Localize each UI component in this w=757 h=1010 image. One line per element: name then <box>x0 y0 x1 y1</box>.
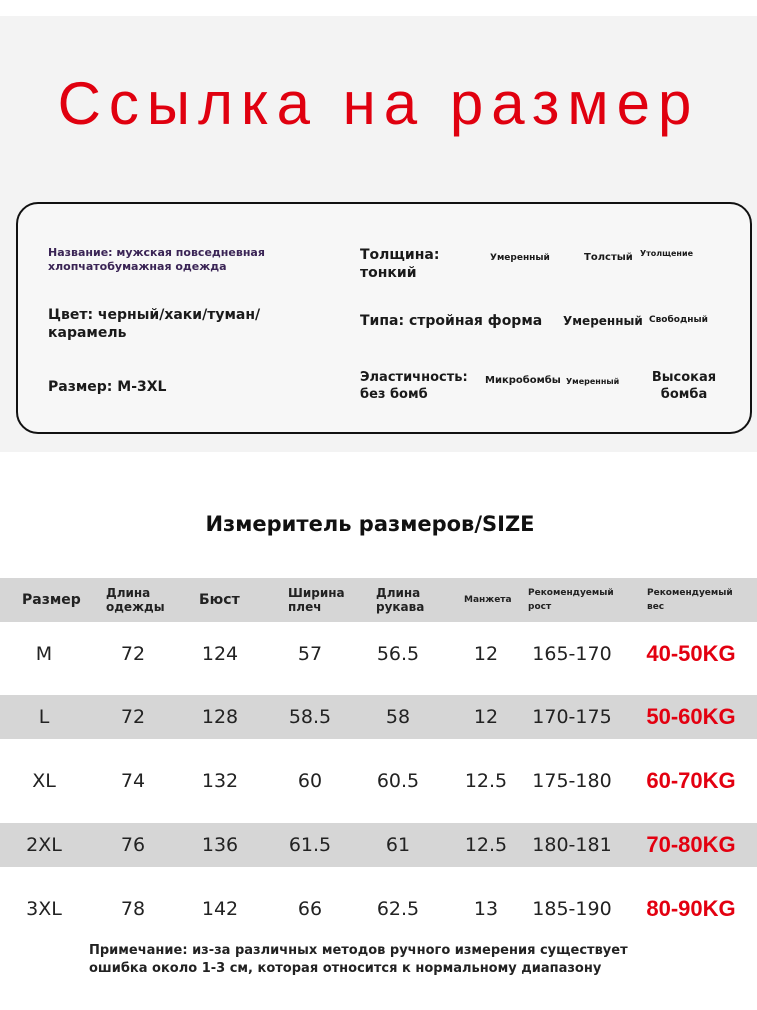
page-title: Ссылка на размер <box>57 70 700 137</box>
table-cell: L <box>38 706 50 728</box>
table-cell: 60.5 <box>376 770 420 792</box>
table-cell: 56.5 <box>376 643 420 665</box>
table-cell: 136 <box>201 834 239 856</box>
header-size: Размер <box>22 592 81 608</box>
table-cell: 12 <box>473 706 499 728</box>
product-name: Название: мужская повседневная хлопчатобумажная одежда <box>48 246 265 273</box>
table-cell: 132 <box>201 770 239 792</box>
table-cell: 165-170 <box>532 643 612 665</box>
elasticity-option-moderate: Умеренный <box>566 377 620 386</box>
elasticity-option-micro: Микробомбы <box>485 375 561 386</box>
table-cell: 62.5 <box>376 898 420 920</box>
table-cell: 58 <box>385 706 411 728</box>
fit-option-moderate: Умеренный <box>563 314 643 328</box>
thickness-option-extra: Утолщение <box>640 249 693 258</box>
size-table-header <box>0 578 757 622</box>
table-cell: 66 <box>297 898 323 920</box>
table-cell: 78 <box>120 898 146 920</box>
table-cell: 61 <box>385 834 411 856</box>
table-cell: 61.5 <box>288 834 332 856</box>
table-cell: 142 <box>201 898 239 920</box>
table-row <box>0 632 757 676</box>
table-cell: 170-175 <box>532 706 612 728</box>
table-cell: 180-181 <box>532 834 612 856</box>
table-cell: 80-90KG <box>646 896 736 921</box>
table-cell: 128 <box>201 706 239 728</box>
header-weight: Рекомендуемый вес <box>647 588 733 612</box>
header-sleeve: Длина рукава <box>376 586 425 614</box>
table-cell: 124 <box>201 643 239 665</box>
product-size-range: Размер: M-3XL <box>48 379 167 395</box>
table-cell: XL <box>32 770 56 792</box>
elasticity-option-high: Высокая бомба <box>651 370 717 402</box>
table-cell: 12.5 <box>464 834 508 856</box>
table-cell: 72 <box>120 643 146 665</box>
table-cell: 60-70KG <box>646 768 736 793</box>
table-row <box>0 887 757 931</box>
table-cell: 57 <box>297 643 323 665</box>
table-cell: 185-190 <box>532 898 612 920</box>
table-cell: 50-60KG <box>646 704 736 729</box>
table-cell: 60 <box>297 770 323 792</box>
table-cell: 76 <box>120 834 146 856</box>
table-cell: M <box>35 643 53 665</box>
table-cell: 12 <box>473 643 499 665</box>
table-cell: 12.5 <box>464 770 508 792</box>
table-row <box>0 759 757 803</box>
header-shoulder: Ширина плеч <box>288 586 345 614</box>
table-row <box>0 695 757 739</box>
product-color: Цвет: черный/хаки/туман/карамель <box>48 307 261 341</box>
table-cell: 40-50KG <box>646 641 736 666</box>
fit-type-label: Типа: стройная форма <box>360 313 543 329</box>
table-cell: 72 <box>120 706 146 728</box>
table-cell: 58.5 <box>288 706 332 728</box>
size-table-title: Измеритель размеров/SIZE <box>205 512 535 536</box>
table-cell: 74 <box>120 770 146 792</box>
product-info-box <box>16 202 752 434</box>
table-cell: 13 <box>473 898 499 920</box>
table-cell: 175-180 <box>532 770 612 792</box>
table-cell: 3XL <box>26 898 62 920</box>
thickness-option-thick: Толстый <box>584 252 633 263</box>
header-bust: Бюст <box>199 592 240 608</box>
fit-option-loose: Свободный <box>649 315 708 325</box>
thickness-option-moderate: Умеренный <box>490 253 550 263</box>
table-cell: 2XL <box>26 834 62 856</box>
header-length: Длина одежды <box>106 586 165 614</box>
thickness-label: Толщина: тонкий <box>360 247 440 281</box>
header-cuff: Манжета <box>464 595 512 605</box>
table-cell: 70-80KG <box>646 832 736 857</box>
measurement-note: Примечание: из-за различных методов ручного измерения существует ошибка около 1-3 см, которая относится к нормальному диапазону <box>89 943 628 976</box>
elasticity-label: Эластичность: без бомб <box>360 370 468 402</box>
header-height: Рекомендуемый рост <box>528 588 614 612</box>
table-row <box>0 823 757 867</box>
